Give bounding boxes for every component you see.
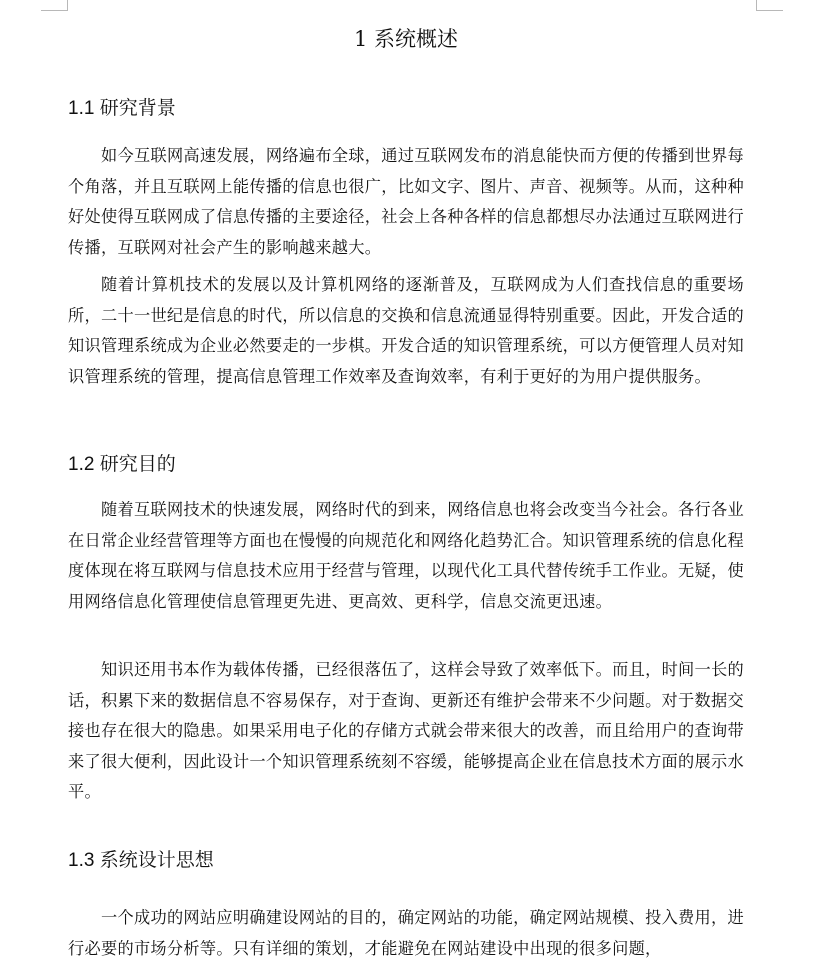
- section-heading-1-1: 1.1 研究背景: [68, 98, 176, 119]
- paragraph: 随着计算机技术的发展以及计算机网络的逐渐普及，互联网成为人们查找信息的重要场所，二十一世纪是信息的时代，所以信息的交换和信息流通显得特别重要。因此，开发合适的知识管理系统成为企业必然要走的一步棋。开发合适的知识管理系统，可以方便管理人员对知识管理系统的管理，提高信息管理工作效率及查询效率，有利于更好的为用户提供服务。: [68, 275, 744, 386]
- paragraph: 一个成功的网站应明确建设网站的目的，确定网站的功能，确定网站规模、投入费用，进行必要的市场分析等。只有详细的策划，才能避免在网站建设中出现的很多问题，: [68, 908, 745, 958]
- paragraph: 如今互联网高速发展，网络遍布全球，通过互联网发布的消息能快而方便的传播到世界每个角落，并且互联网上能传播的信息也很广，比如文字、图片、声音、视频等。从而，这种种好处使得互联网成了信息传播的主要途径，社会上各种各样的信息都想尽办法通过互联网进行传播，互联网对社会产生的影响越来越大。: [68, 146, 745, 257]
- paragraph: 随着互联网技术的快速发展，网络时代的到来，网络信息也将会改变当今社会。各行各业在日常企业经营管理等方面也在慢慢的向规范化和网络化趋势汇合。知识管理系统的信息化程度体现在将互联网与信息技术应用于经营与管理，以现代化工具代替传统手工作业。无疑，使用网络信息化管理使信息管理更先进、更高效、更科学，信息交流更迅速。: [68, 500, 745, 611]
- chapter-title: 1 系统概述: [353, 27, 459, 51]
- page-corner-mark-right: [756, 0, 757, 11]
- paragraph: 知识还用书本作为载体传播，已经很落伍了，这样会导致了效率低下。而且，时间一长的话，积累下来的数据信息不容易保存，对于查询、更新还有维护会带来不少问题。对于数据交接也存在很大的隐患。如果采用电子化的存储方式就会带来很大的改善，而且给用户的查询带来了很大便利，因此设计一个知识管理系统刻不容缓，能够提高企业在信息技术方面的展示水平。: [68, 660, 745, 801]
- section-heading-1-2: 1.2 研究目的: [68, 454, 176, 475]
- page-corner-mark-left: [41, 10, 68, 11]
- section-heading-1-3: 1.3 系统设计思想: [68, 850, 214, 871]
- page-corner-mark-right: [756, 10, 783, 11]
- page-corner-mark-left: [67, 0, 68, 11]
